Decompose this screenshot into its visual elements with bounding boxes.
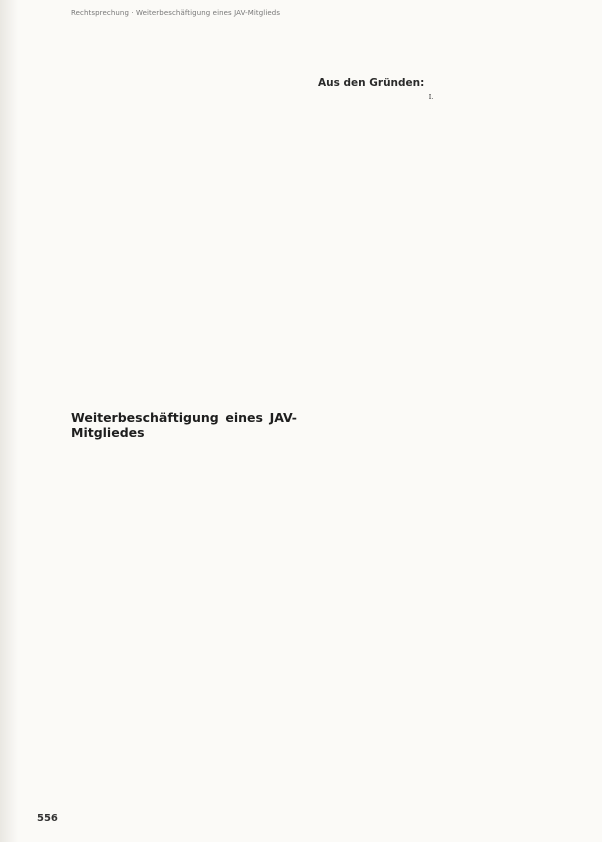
reasons-heading: Aus den Gründen: [318,77,425,89]
right-column [318,70,544,102]
page-number: 556 [37,813,58,824]
scan-edge [0,0,18,842]
section-heading: Weiterbeschäftigung eines JAV-Mitgliedes [71,410,297,440]
left-column [71,70,297,446]
section-roman-numeral: I. [428,93,434,102]
left-body-illegible [71,70,297,400]
running-head: Rechtsprechung · Weiterbeschäftigung eines JAV-Mitglieds [71,9,281,17]
page-footer [37,806,68,825]
